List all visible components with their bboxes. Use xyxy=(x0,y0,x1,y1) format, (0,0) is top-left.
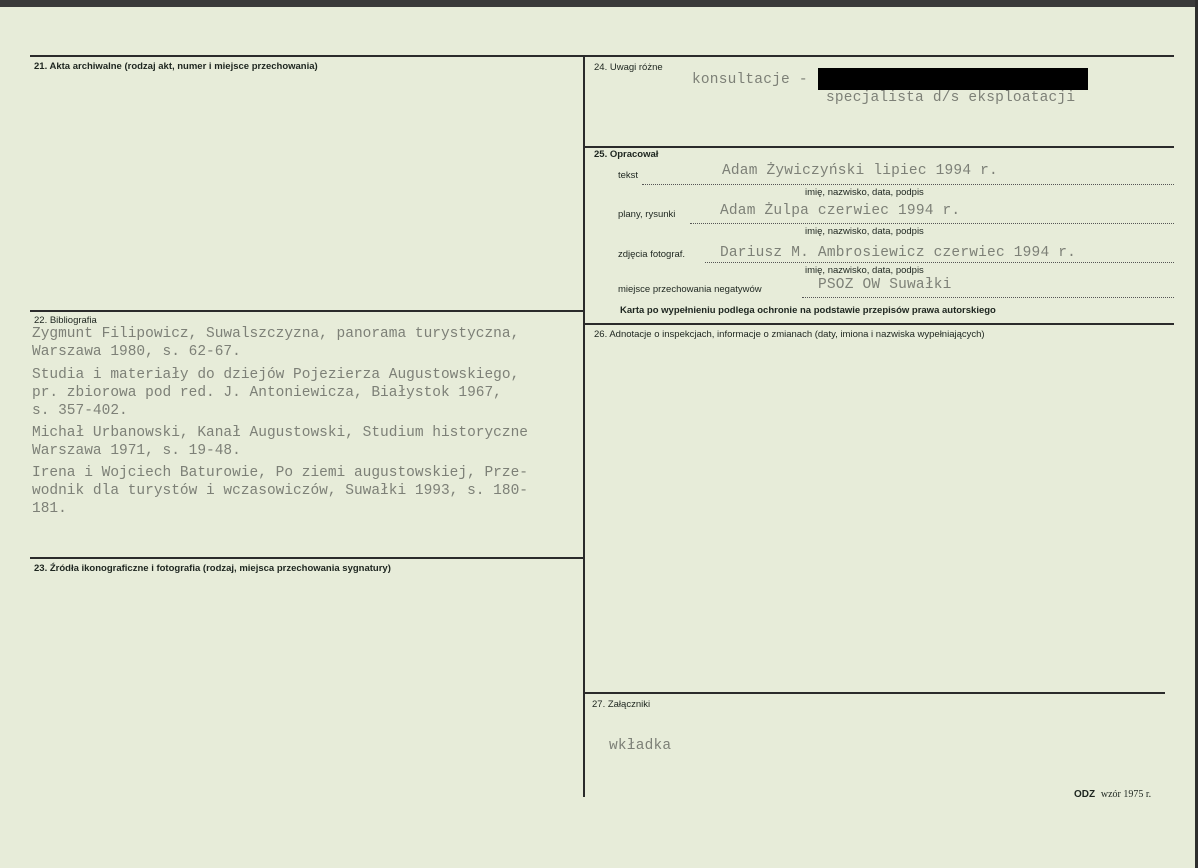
bibliography-entry: Michał Urbanowski, Kanał Augustowski, Studium historyczne Warszawa 1971, s. 19-48. xyxy=(32,425,528,459)
negatives-label: miejsce przechowania negatywów xyxy=(618,284,762,295)
copyright-note: Karta po wypełnieniu podlega ochronie na podstawie przepisów prawa autorskiego xyxy=(620,305,996,316)
form-code xyxy=(1074,789,1151,801)
rule-26-27 xyxy=(585,692,1165,694)
text-author-line xyxy=(642,184,1174,185)
plans-author-line xyxy=(690,223,1174,224)
attachments-value: wkładka xyxy=(609,738,672,754)
scan-top-edge xyxy=(0,0,1198,7)
field-25-label: 25. Opracował xyxy=(594,149,659,160)
rule-21-22 xyxy=(30,310,583,312)
plans-author-value: Adam Żulpa czerwiec 1994 r. xyxy=(720,203,961,219)
field-24-label: 24. Uwagi różne xyxy=(594,62,663,73)
signature-caption: imię, nazwisko, data, podpis xyxy=(805,187,924,198)
rule-top xyxy=(30,55,1174,57)
photo-author-label: zdjęcia fotograf. xyxy=(618,249,686,260)
field-27-label: 27. Załączniki xyxy=(592,699,651,710)
photo-author-line xyxy=(705,262,1174,263)
field-22-label: 22. Bibliografia xyxy=(34,315,97,326)
text-author-value: Adam Żywiczyński lipiec 1994 r. xyxy=(722,163,998,179)
plans-author-label: plany, rysunki xyxy=(618,209,676,220)
rule-25-26 xyxy=(585,323,1174,325)
text-author-label: tekst xyxy=(618,170,639,181)
field-26-label: 26. Adnotacje o inspekcjach, informacje o zmianach (daty, imiona i nazwiska wypełniających) xyxy=(594,329,985,340)
remarks-line-2: specjalista d/s eksploatacji xyxy=(826,90,1076,106)
rule-24-25 xyxy=(585,146,1174,148)
form-year-text: wzór 1975 r. xyxy=(1100,789,1152,800)
field-21-label: 21. Akta archiwalne (rodzaj akt, numer i miejsce przechowania) xyxy=(34,61,318,72)
signature-caption: imię, nazwisko, data, podpis xyxy=(805,265,924,276)
bibliography-entry: Studia i materiały do dziejów Pojezierza Augustowskiego, pr. zbiorowa pod red. J. Antoniewicza, Białystok 1967, s. 357-402. xyxy=(32,367,520,419)
field-23-label: 23. Źródła ikonograficzne i fotografia (rodzaj, miejsca przechowania sygnatury) xyxy=(34,563,391,574)
redaction-bar xyxy=(818,68,1088,90)
form-code-text: ODZ xyxy=(1074,789,1096,800)
rule-22-23 xyxy=(30,557,583,559)
rule-center xyxy=(583,57,585,797)
signature-caption: imię, nazwisko, data, podpis xyxy=(805,226,924,237)
photo-author-value: Dariusz M. Ambrosiewicz czerwiec 1994 r. xyxy=(720,245,1077,261)
bibliography-entry: Irena i Wojciech Baturowie, Po ziemi augustowskiej, Prze- wodnik dla turystów i wczasowiczów, Suwałki 1993, s. 180- 181. xyxy=(32,465,528,517)
negatives-line xyxy=(802,297,1174,298)
remarks-line-1: konsultacje - xyxy=(692,72,808,88)
bibliography-entry: Zygmunt Filipowicz, Suwalszczyzna, panorama turystyczna, Warszawa 1980, s. 62-67. xyxy=(32,326,520,360)
negatives-value: PSOZ OW Suwałki xyxy=(818,277,952,293)
